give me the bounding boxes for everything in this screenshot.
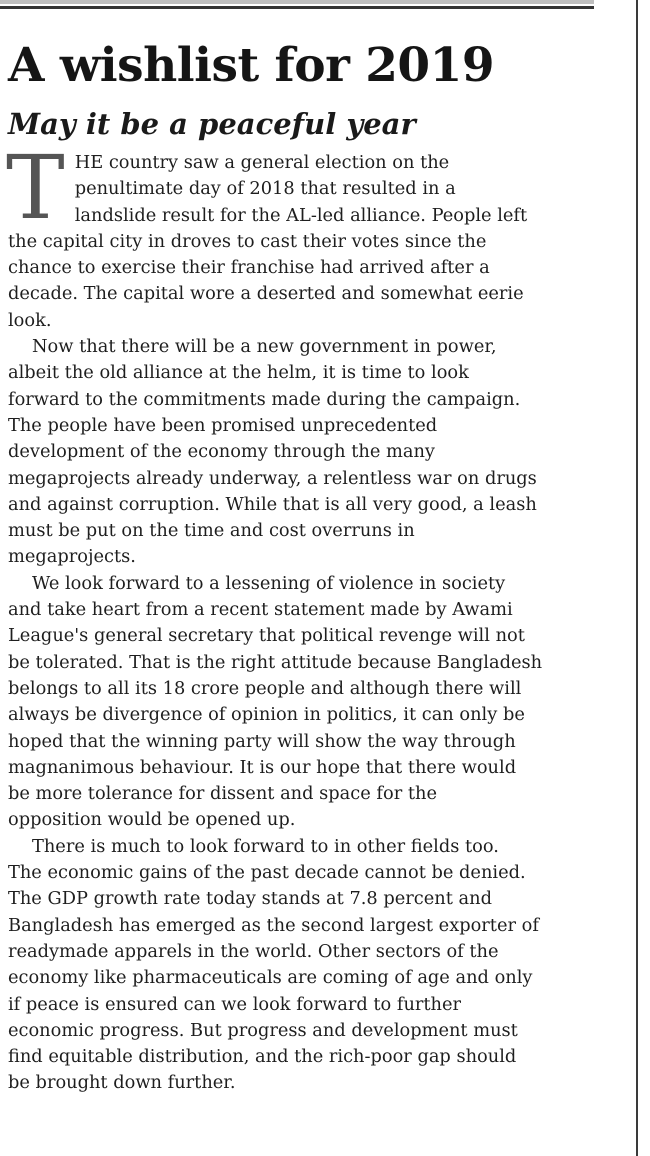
clipped-header-strip — [0, 0, 594, 4]
text-line: megaprojects. — [8, 546, 136, 568]
article-body — [6, 136, 600, 1097]
text-line: We look forward to a lessening of violence in society — [32, 572, 506, 594]
paragraph-4 — [8, 834, 600, 1097]
text-line: economy like pharmaceuticals are coming of age and only — [8, 967, 533, 989]
text-line: development of the economy through the many — [8, 441, 435, 463]
text-line: belongs to all its 18 crore people and although there will — [8, 677, 522, 699]
text-line: opposition would be opened up. — [8, 809, 296, 831]
text-line: readymade apparels in the world. Other sectors of the — [8, 940, 499, 962]
text-line: landslide result for the AL-led alliance. People left — [74, 204, 528, 226]
text-line: if peace is ensured can we look forward to further — [8, 993, 462, 1015]
text-line: There is much to look forward to in other fields too. — [32, 835, 499, 857]
text-line: megaprojects already underway, a relentless war on drugs — [8, 467, 537, 489]
text-line: the capital city in droves to cast their votes since the — [8, 230, 487, 252]
text-line: forward to the commitments made during the campaign. — [8, 388, 521, 410]
text-line: The people have been promised unprecedented — [8, 414, 438, 436]
text-line: HE country saw a general election on the — [74, 152, 450, 173]
text-line: economic progress. But progress and development must — [8, 1019, 518, 1041]
text-line: and take heart from a recent statement made by Awami — [8, 599, 513, 621]
text-line: The economic gains of the past decade cannot be denied. — [8, 862, 526, 884]
text-line: magnanimous behaviour. It is our hope that there would — [8, 756, 517, 778]
text-line: find equitable distribution, and the rich-poor gap should — [8, 1046, 517, 1068]
text-line: be tolerated. That is the right attitude because Bangladesh — [8, 651, 543, 673]
text-line: hoped that the winning party will show the way through — [8, 730, 516, 752]
text-line: be more tolerance for dissent and space for the — [8, 783, 437, 805]
text-line: penultimate day of 2018 that resulted in a — [74, 178, 456, 200]
paragraph-3 — [8, 571, 600, 834]
text-line: Bangladesh has emerged as the second largest exporter of — [8, 914, 539, 936]
text-line: albeit the old alliance at the helm, it is time to look — [8, 362, 469, 384]
top-rule — [0, 6, 594, 9]
paragraph-1 — [6, 136, 600, 334]
text-line: decade. The capital wore a deserted and somewhat eerie — [8, 283, 524, 305]
text-line: and against corruption. While that is all very good, a leash — [8, 493, 537, 515]
text-line: must be put on the time and cost overruns in — [8, 520, 415, 542]
text-line: chance to exercise their franchise had arrived after a — [8, 257, 490, 279]
text-line: League's general secretary that political revenge will not — [8, 625, 525, 647]
paragraph-2 — [8, 334, 600, 571]
text-line: look. — [8, 309, 52, 331]
editorial-article — [8, 38, 600, 1097]
column-divider — [636, 0, 638, 1156]
headline: A wishlist for 2019 — [8, 38, 495, 93]
text-line: Now that there will be a new government in power, — [32, 336, 497, 358]
text-line: always be divergence of opinion in politics, it can only be — [8, 704, 525, 726]
subheadline: May it be a peaceful year — [8, 107, 416, 141]
text-line: be brought down further. — [8, 1072, 236, 1094]
drop-cap: T — [6, 136, 65, 239]
text-line: The GDP growth rate today stands at 7.8 percent and — [8, 888, 492, 910]
